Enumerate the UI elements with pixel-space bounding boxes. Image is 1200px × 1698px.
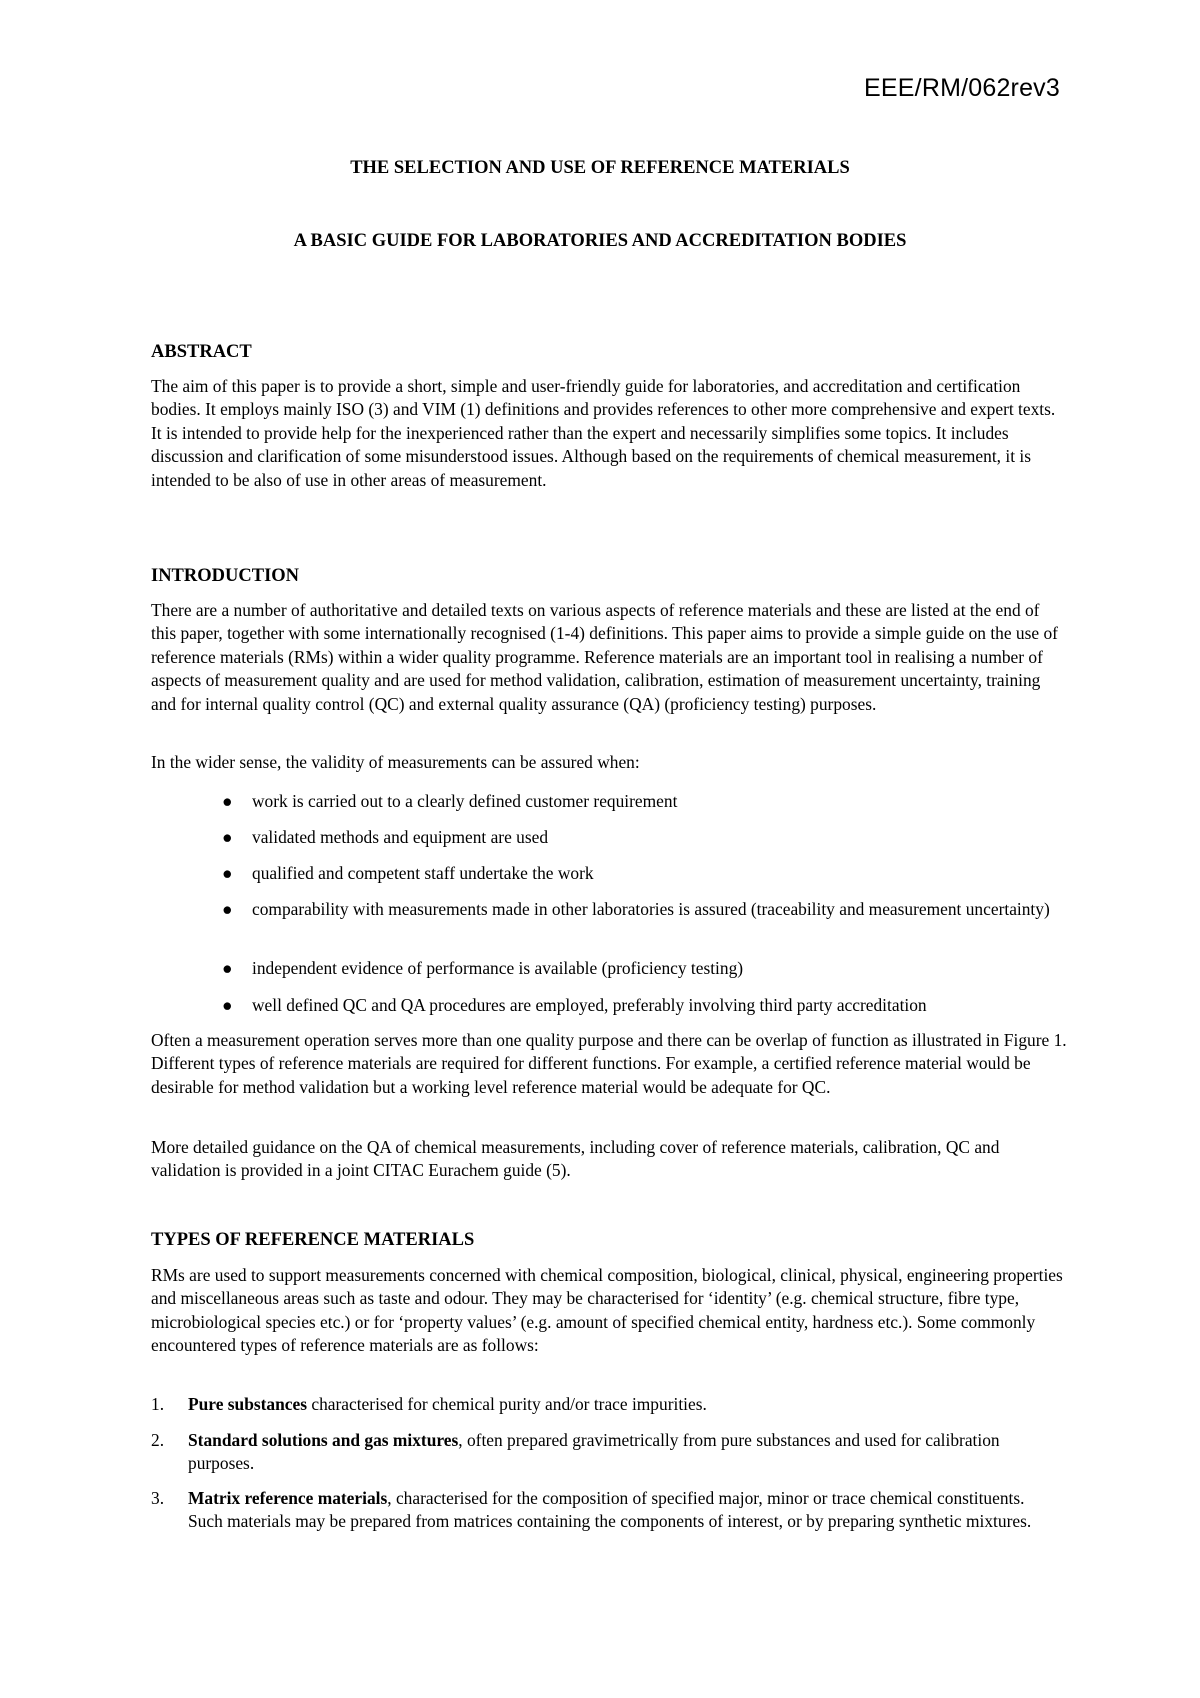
- list-item: ● independent evidence of performance is available (proficiency testing): [252, 957, 1072, 980]
- document-subtitle: A BASIC GUIDE FOR LABORATORIES AND ACCREDITATION BODIES: [293, 231, 907, 251]
- abstract-heading: ABSTRACT: [151, 342, 252, 362]
- item-text: , characterised for the composition of specified major, minor or trace chemical constituents. Such materials may be prepared from matrices containing the components of interest, or by preparing synthetic mixtures.: [188, 1488, 1032, 1532]
- item-term: Pure substances: [188, 1394, 308, 1414]
- introduction-paragraph-3: Often a measurement operation serves more than one quality purpose and there can be overlap of function as illustrated in Figure 1. Different types of reference materials are required for different functions. For example, a certified reference material would be desirable for method validation but a working level reference material would be adequate for QC.: [151, 1030, 1067, 1097]
- item-text: , often prepared gravimetrically from pure substances and used for calibration purposes.: [188, 1430, 1000, 1474]
- item-term: Matrix reference materials: [188, 1488, 388, 1508]
- list-item: ● qualified and competent staff undertake the work: [252, 862, 1072, 885]
- list-item: ● comparability with measurements made in other laboratories is assured (traceability and measurement uncertainty): [252, 898, 1072, 921]
- list-item: [151, 1429, 1063, 1476]
- abstract-text: The aim of this paper is to provide a short, simple and user-friendly guide for laboratories, and accreditation and certification bodies. It employs mainly ISO (3) and VIM (1) definitions and provides references to other more comprehensive and expert texts. It is intended to provide help for the inexperienced rather than the expert and necessarily simplifies some topics. It includes discussion and clarification of some misunderstood issues. Although based on the requirements of chemical measurement, it is intended to be also of use in other areas of measurement.: [151, 376, 1056, 490]
- introduction-paragraph-2: In the wider sense, the validity of measurements can be assured when:: [151, 752, 640, 772]
- bullet-icon: ●: [222, 791, 233, 811]
- bullet-icon: ●: [222, 958, 233, 978]
- list-item: ● validated methods and equipment are used: [252, 826, 1072, 849]
- item-number: 2.: [151, 1430, 165, 1450]
- introduction-heading: INTRODUCTION: [151, 566, 300, 586]
- item-number: 1.: [151, 1394, 165, 1414]
- list-item: [151, 1393, 1063, 1416]
- item-number: 3.: [151, 1488, 165, 1508]
- bullet-icon: ●: [222, 995, 233, 1015]
- list-item: ● work is carried out to a clearly defined customer requirement: [252, 790, 1072, 813]
- introduction-paragraph-1: There are a number of authoritative and detailed texts on various aspects of reference materials and these are listed at the end of this paper, together with some internationally recognised (1-4) definitions. This paper aims to provide a simple guide on the use of reference materials (RMs) within a wider quality programme. Reference materials are an important tool in realising a number of aspects of measurement quality and are used for method validation, calibration, estimation of measurement uncertainty, training and for internal quality control (QC) and external quality assurance (QA) (proficiency testing) purposes.: [151, 600, 1058, 714]
- item-text: characterised for chemical purity and/or trace impurities.: [307, 1394, 707, 1414]
- bullet-icon: ●: [222, 863, 233, 883]
- types-intro: RMs are used to support measurements concerned with chemical composition, biological, clinical, physical, engineering properties and miscellaneous areas such as taste and odour. They may be characterised for ‘identity’ (e.g. chemical structure, fibre type, microbiological species etc.) or for ‘property values’ (e.g. amount of specified chemical entity, hardness etc.). Some commonly encountered types of reference materials are as follows:: [151, 1265, 1063, 1356]
- item-term: Standard solutions and gas mixtures: [188, 1430, 459, 1450]
- document-id: EEE/RM/062rev3: [864, 74, 1060, 102]
- document-title: THE SELECTION AND USE OF REFERENCE MATERIALS: [350, 158, 850, 178]
- types-heading: TYPES OF REFERENCE MATERIALS: [151, 1230, 475, 1250]
- bullet-icon: ●: [222, 899, 233, 919]
- list-item: ● well defined QC and QA procedures are employed, preferably involving third party accreditation: [252, 994, 1072, 1017]
- list-item: [151, 1487, 1063, 1534]
- introduction-paragraph-4: More detailed guidance on the QA of chemical measurements, including cover of reference materials, calibration, QC and validation is provided in a joint CITAC Eurachem guide (5).: [151, 1137, 1000, 1181]
- bullet-icon: ●: [222, 827, 233, 847]
